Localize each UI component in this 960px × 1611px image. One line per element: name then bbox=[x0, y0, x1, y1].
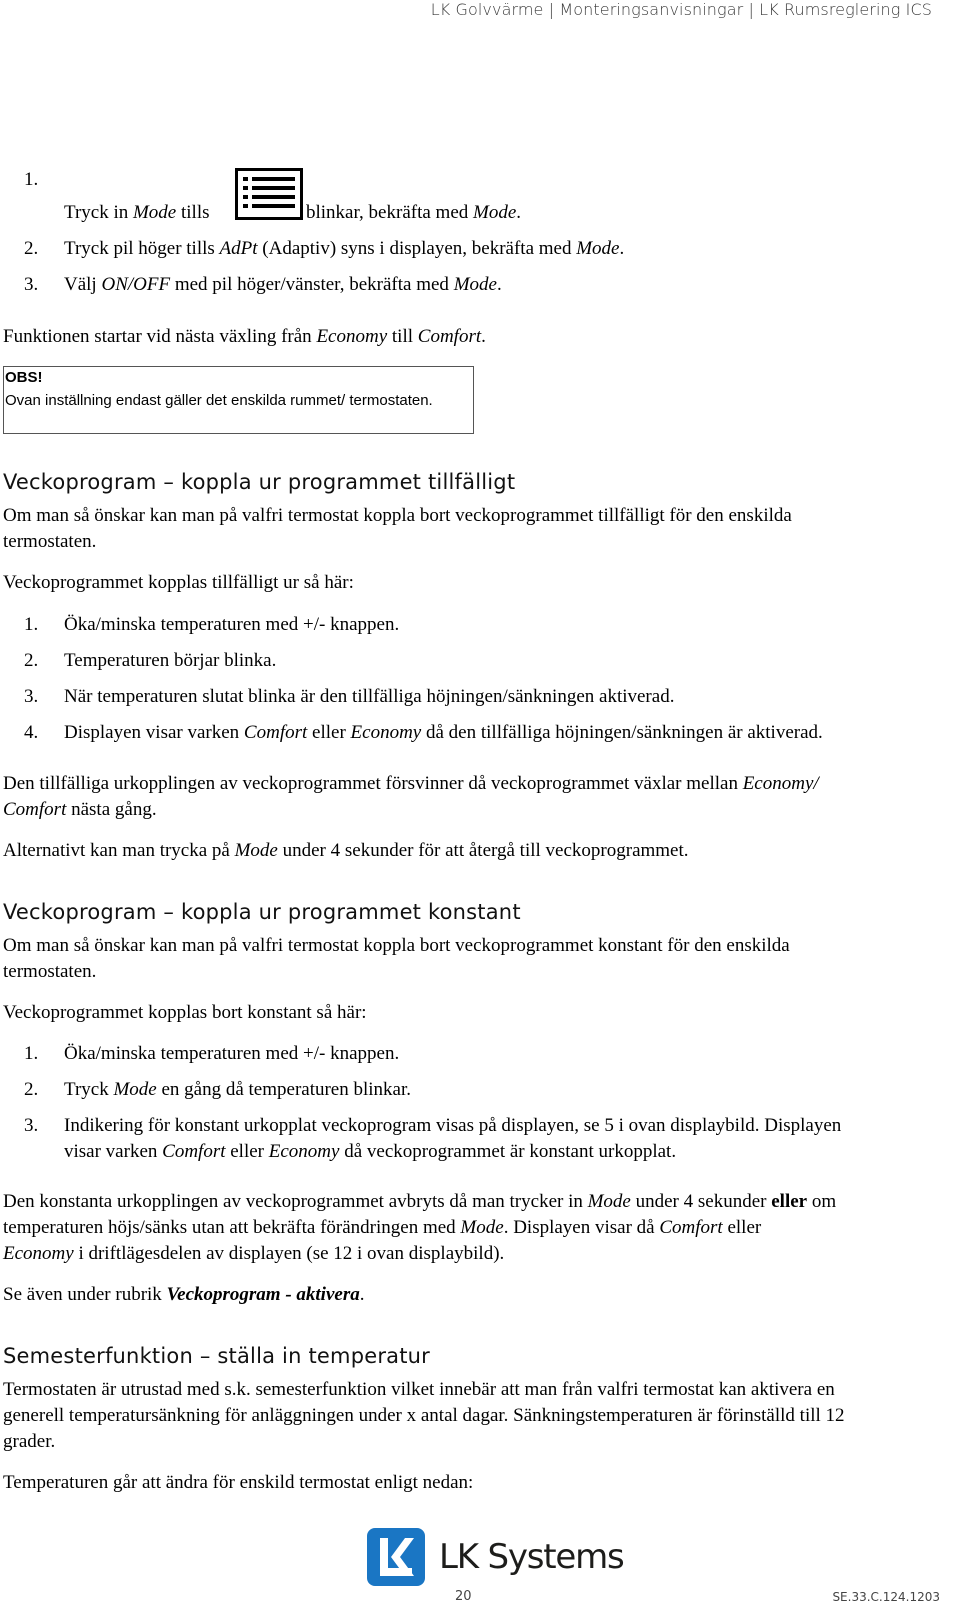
step-number: 2. bbox=[24, 650, 39, 671]
function-note: Funktionen startar vid nästa växling från Economy till Comfort. bbox=[3, 326, 486, 347]
paragraph: Veckoprogrammet kopplas bort konstant så här: bbox=[3, 1002, 367, 1023]
paragraph: termostaten. bbox=[3, 961, 97, 982]
section-heading: Veckoprogram – koppla ur programmet konstant bbox=[3, 900, 521, 924]
step-number: 2. bbox=[24, 1079, 39, 1100]
paragraph: Alternativt kan man trycka på Mode under 4 sekunder för att återgå till veckoprogrammet. bbox=[3, 840, 689, 861]
step-text: Tryck Mode en gång då temperaturen blinkar. bbox=[64, 1079, 412, 1100]
step-text: Indikering för konstant urkopplat veckoprogram visas på displayen, se 5 i ovan displaybild. Displayen bbox=[64, 1115, 842, 1136]
paragraph: Comfort nästa gång. bbox=[3, 799, 157, 820]
paragraph: Om man så önskar kan man på valfri termostat koppla bort veckoprogrammet konstant för den enskilda bbox=[3, 935, 790, 956]
paragraph: generell temperatursänkning för anläggningen under x antal dagar. Sänkningstemperaturen är förinställd till 12 bbox=[3, 1405, 845, 1426]
step-number: 3. bbox=[24, 1115, 39, 1136]
step-text: visar varken Comfort eller Economy då veckoprogrammet är konstant urkopplat. bbox=[64, 1141, 677, 1162]
document-header: LK Golvvärme | Monteringsanvisningar | LK Rumsreglering ICS bbox=[430, 0, 932, 19]
paragraph: Den konstanta urkopplingen av veckoprogrammet avbryts då man trycker in Mode under 4 sekunder eller om bbox=[3, 1191, 837, 1212]
paragraph: Om man så önskar kan man på valfri termostat koppla bort veckoprogrammet tillfälligt för den enskilda bbox=[3, 505, 792, 526]
step-text: Temperaturen börjar blinka. bbox=[64, 650, 277, 671]
step-number: 3. bbox=[24, 274, 39, 295]
step-text: När temperaturen slutat blinka är den tillfälliga höjningen/sänkningen aktiverad. bbox=[64, 686, 675, 707]
paragraph: termostaten. bbox=[3, 531, 97, 552]
document-code: SE.33.C.124.1203 bbox=[832, 1590, 940, 1604]
step-text: Displayen visar varken Comfort eller Economy då den tillfälliga höjningen/sänkningen är aktiverad. bbox=[64, 722, 823, 743]
menu-icon bbox=[235, 168, 303, 220]
logo-text: LK Systems bbox=[439, 1537, 624, 1577]
paragraph: Economy i driftlägesdelen av displayen (se 12 i ovan displaybild). bbox=[3, 1243, 505, 1264]
step-number: 2. bbox=[24, 238, 39, 259]
step-number: 1. bbox=[24, 1043, 39, 1064]
step-number: 1. bbox=[24, 614, 39, 635]
obs-title: OBS! bbox=[5, 369, 43, 386]
step-text: Öka/minska temperaturen med +/- knappen. bbox=[64, 614, 400, 635]
paragraph: Veckoprogrammet kopplas tillfälligt ur så här: bbox=[3, 572, 354, 593]
paragraph: Termostaten är utrustad med s.k. semesterfunktion vilket innebär att man från valfri termostat kan aktivera en bbox=[3, 1379, 835, 1400]
page-number: 20 bbox=[455, 1589, 472, 1604]
step-text: Välj ON/OFF med pil höger/vänster, bekräfta med Mode. bbox=[64, 274, 502, 295]
step-text: Tryck pil höger tills AdPt (Adaptiv) syns i displayen, bekräfta med Mode. bbox=[64, 238, 625, 259]
step-text: Tryck in Mode tills bbox=[64, 202, 210, 223]
lk-logo-icon bbox=[367, 1528, 425, 1586]
step-text: Öka/minska temperaturen med +/- knappen. bbox=[64, 1043, 400, 1064]
step-number: 3. bbox=[24, 686, 39, 707]
obs-body: Ovan inställning endast gäller det enskilda rummet/ termostaten. bbox=[5, 392, 433, 409]
paragraph: Den tillfälliga urkopplingen av veckoprogrammet försvinner då veckoprogrammet växlar mellan Economy/ bbox=[3, 773, 819, 794]
paragraph: grader. bbox=[3, 1431, 56, 1452]
section-heading: Veckoprogram – koppla ur programmet tillfälligt bbox=[3, 470, 516, 494]
step-number: 1. bbox=[24, 169, 39, 190]
section-heading: Semesterfunktion – ställa in temperatur bbox=[3, 1344, 431, 1368]
step-text-cont: blinkar, bekräfta med Mode. bbox=[306, 202, 522, 223]
paragraph: Se även under rubrik Veckoprogram - aktivera. bbox=[3, 1284, 365, 1305]
step-number: 4. bbox=[24, 722, 39, 743]
paragraph: temperaturen höjs/sänks utan att bekräfta förändringen med Mode. Displayen visar då Comfort eller bbox=[3, 1217, 762, 1238]
paragraph: Temperaturen går att ändra för enskild termostat enligt nedan: bbox=[3, 1472, 474, 1493]
